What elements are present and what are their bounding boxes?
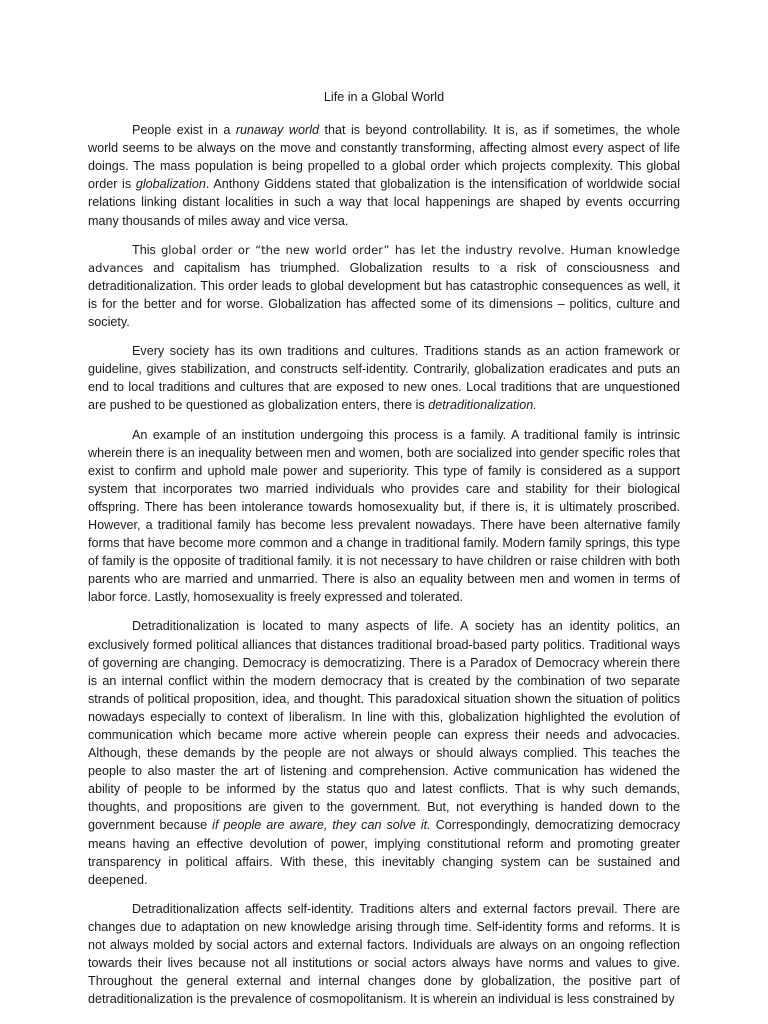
paragraph-1-emphasis-runaway-world: runaway world bbox=[235, 123, 319, 138]
paragraph-3 bbox=[88, 342, 680, 414]
document-title: Life in a Global World bbox=[323, 90, 445, 104]
paragraph-2-text-a: This bbox=[132, 242, 161, 257]
paragraph-5-text-c: Correspondingly, democratizing democracy means having an effective devolution of power, implying constitutional reform and promoting greater transparency in political affairs. With these, this inevitably changing system can be sustained and deepened. bbox=[88, 818, 680, 887]
paragraph-1-emphasis-globalization: globalization bbox=[135, 177, 206, 192]
paragraph-3-emphasis-detraditionalization: detraditionalization. bbox=[428, 398, 537, 413]
paragraph-1-text-a: People exist in a bbox=[132, 123, 236, 138]
paragraph-1-text-e: . Anthony Giddens stated that globalization is the intensification of worldwide social relations linking distant localities in such a way that local happenings are shaped by events occurring many thousands of miles away and vice versa. bbox=[88, 177, 680, 228]
paragraph-1 bbox=[88, 121, 680, 230]
paragraph-4: An example of an institution undergoing this process is a family. A traditional family is intrinsic wherein there is an inequality between men and women, both are socialized into gender specific roles that exist to confirm and uphold male power and superiority. This type of family is considered as a support system that incorporates two married individuals who provides care and stability for their biological offspring. There has been intolerance towards homosexuality but, if there is, it is ultimately proscribed. However, a traditional family has become less prevalent nowadays. There have been alternative family forms that have become more common and a change in traditional family. Modern family springs, this type of family is the opposite of traditional family. it is not necessary to have children or raise children with both parents who are married and unmarried. There is also an equality between men and women in terms of labor force. Lastly, homosexuality is freely expressed and tolerated. bbox=[88, 427, 680, 605]
paragraph-1-text-c: that is beyond controllability. It is, as if sometimes, the whole world seems to be always on the move and constantly transforming, affecting almost every aspect of life doings. The mass population is being propelled to a global order which projects complexity. This global order is bbox=[88, 123, 680, 192]
paragraph-5 bbox=[88, 617, 680, 888]
paragraph-5-text-a: Detraditionalization is located to many aspects of life. A society has an identity politics, an exclusively formed political alliances that distances traditional broad-based party politics. Traditional ways of governing are changing. Democracy is democratizing. There is a Paradox of Democracy wherein there is an internal conflict within the modern democracy that is created by the combination of two separate strands of political proposition, idea, and thought. This paradoxical situation shown the situation of politics nowadays especially to context of liberalism. In line with this, globalization highlighted the evolution of communication which became more active wherein people can express their needs and advocacies. Although, these demands by the people are not always or should always complied. This teaches the people to also master the art of listening and comprehension. Active communication has widened the ability of people to be informed by the status quo and latest conflicts. That is why such demands, thoughts, and propositions are given to the government. But, not everything is handed down to the government because bbox=[88, 619, 680, 833]
paragraph-2-text-b: global order or “the new world order” has let the industry revolve. Human knowledge advances bbox=[88, 242, 680, 275]
paragraph-5-emphasis-quote: if people are aware, they can solve it. bbox=[212, 818, 431, 833]
paragraph-2-text-c: and capitalism has triumphed. Globalization results to a risk of consciousness and detraditionalization. This order leads to global development but has catastrophic consequences as well, it is for the better and for worse. Globalization has affected some of its dimensions – politics, culture and society. bbox=[88, 260, 680, 330]
paragraph-6: Detraditionalization affects self-identity. Traditions alters and external factors prevail. There are changes due to adaptation on new knowledge arising through time. Self-identity forms and reforms. It is not always molded by social actors and external factors. Individuals are always on an ongoing reflection towards their lives because not all institutions or social actors always have norms and values to give. Throughout the general external and internal changes done by globalization, the positive part of detraditionalization is the prevalence of cosmopolitanism. It is wherein an individual is less constrained by bbox=[88, 901, 680, 1007]
paragraph-3-text-a: Every society has its own traditions and cultures. Traditions stands as an action framework or guideline, gives stabilization, and constructs self-identity. Contrarily, globalization eradicates and puts an end to local traditions and cultures that are exposed to new ones. Local traditions that are unquestioned are pushed to be questioned as globalization enters, there is bbox=[88, 344, 680, 413]
paragraph-2 bbox=[88, 241, 680, 331]
document-page bbox=[88, 88, 680, 1019]
